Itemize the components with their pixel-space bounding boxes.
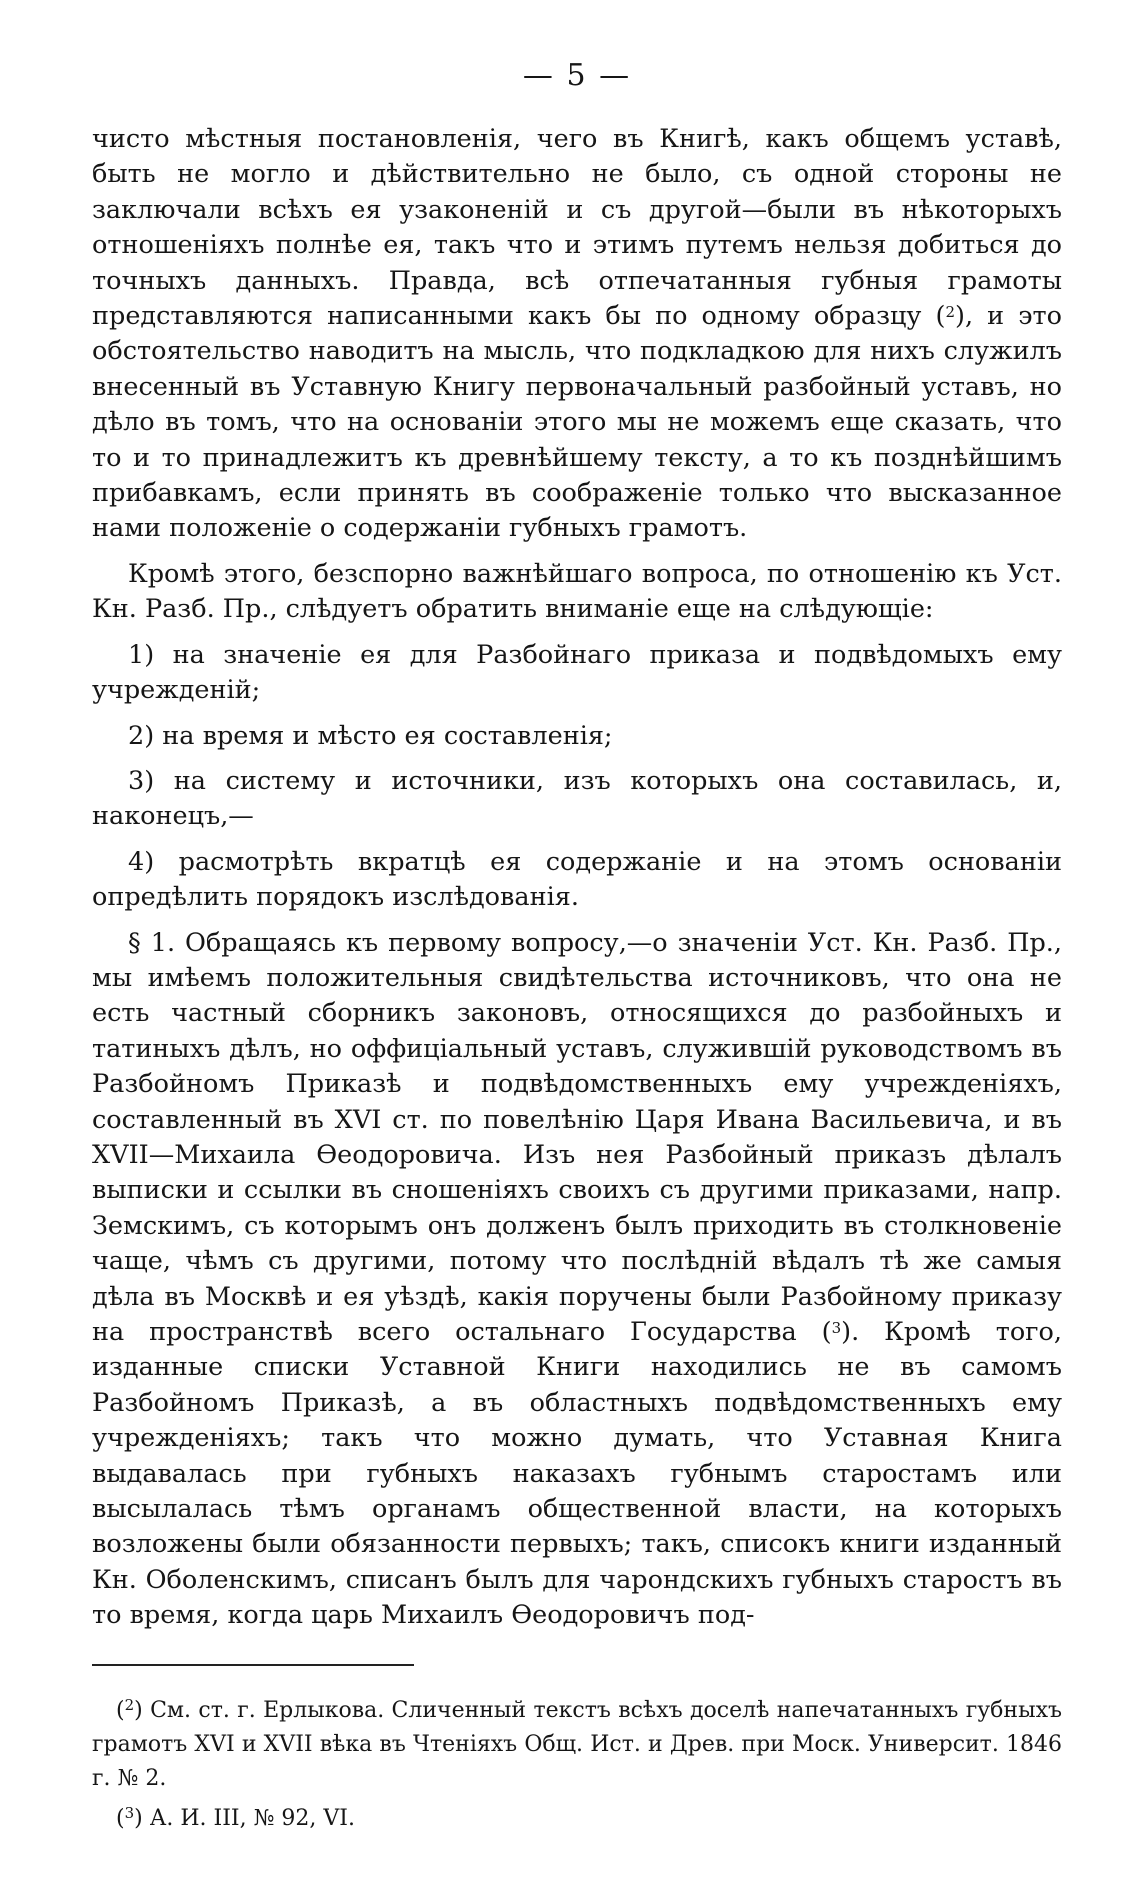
footnote-marker: 2 <box>124 1695 135 1714</box>
footnotes <box>92 1694 1062 1836</box>
paragraph-1: чисто мѣстныя постановленія, чего въ Книгѣ, какъ общемъ уставѣ, быть не могло и дѣйствительно не было, съ одной стороны не заключали всѣхъ ея узаконеній и съ другой—были въ нѣкоторыхъ отношеніяхъ полнѣе ея, такъ что и этимъ путемъ нельзя добиться до точныхъ данныхъ. Правда, всѣ отпечатанныя губныя грамоты представляются написанными какъ бы по одному образцу ($^2$), и это обстоятельство наводитъ на мысль, что подкладкою для нихъ служилъ внесенный въ Уставную Книгу первоначальный разбойный уставъ, но дѣло въ томъ, что на основаніи этого мы не можемъ еще сказать, что то и то принадлежитъ къ древнѣйшему тексту, а то къ позднѣйшимъ прибавкамъ, если принять въ соображеніе только что высказанное нами положеніе о содержаніи губныхъ грамотъ. <box>92 124 1062 544</box>
paragraph-2: Кромѣ этого, безспорно важнѣйшаго вопроса, по отношенію къ Уст. Кн. Разб. Пр., слѣдуетъ обратить вниманіе еще на слѣдующіе: <box>92 558 1062 625</box>
footnote-marker: 3 <box>124 1803 135 1822</box>
footnote-ref-3[interactable]: 3 <box>831 1319 842 1337</box>
body-text <box>92 122 1062 1634</box>
footnote-2: ($^2$) См. ст. г. Ерлыкова. Сличенный текстъ всѣхъ доселѣ напечатанныхъ губныхъ грамотъ XVI и XVII вѣка въ Чтеніяхъ Общ. Ист. и Древ. при Моск. Университ. 1846 г. № 2. <box>92 1695 1062 1791</box>
document-page <box>92 56 1062 1836</box>
list-item-4: 4) расмотрѣть вкратцѣ ея содержаніе и на этомъ основаніи опредѣлить порядокъ изслѣдованія. <box>92 846 1062 913</box>
list-item-2: 2) на время и мѣсто ея составленія; <box>128 720 613 751</box>
footnote-ref-2[interactable]: 2 <box>945 303 956 322</box>
list-item-1: 1) на значеніе ея для Разбойнаго приказа и подвѣдомыхъ ему учрежденій; <box>92 639 1062 706</box>
list-item-3: 3) на систему и источники, изъ которыхъ она составилась, и, наконецъ,— <box>92 765 1062 832</box>
section-1-paragraph: § 1. Обращаясь къ первому вопросу,—о значеніи Уст. Кн. Разб. Пр., мы имѣемъ положительныя свидѣтельства источниковъ, что она не есть частный сборникъ законовъ, относящихся до разбойныхъ и татиныхъ дѣлъ, но оффиціальный уставъ, служившій руководствомъ въ Разбойномъ Приказѣ и подвѣдомственныхъ ему учрежденіяхъ, составленный въ XVI ст. по повелѣнію Царя Ивана Васильевича, и въ XVII—Михаила Ѳеодоровича. Изъ нея Разбойный приказъ дѣлалъ выписки и ссылки въ сношеніяхъ своихъ съ другими приказами, напр. Земскимъ, съ которымъ онъ долженъ былъ приходить въ столкновеніе чаще, чѣмъ съ другими, потому что послѣдній вѣдалъ тѣ же самыя дѣла въ Москвѣ и ея уѣздѣ, какія поручены были Разбойному приказу на пространствѣ всего остальнаго Государства ($^3$). Кромѣ того, изданные списки Уставной Книги находились не въ самомъ Разбойномъ Приказѣ, а въ областныхъ подвѣдомственныхъ ему учрежденіяхъ; такъ что можно думать, что Уставная Книга выдавалась при губныхъ наказахъ губнымъ старостамъ или высылалась тѣмъ органамъ общественной власти, на которыхъ возложены были обязанности первыхъ; такъ, списокъ книги изданный Кн. Оболенскимъ, списанъ былъ для чарондскихъ губныхъ старостъ въ то время, когда царь Михаилъ Ѳеодоровичъ под- <box>92 927 1062 1631</box>
page-number: — 5 — <box>522 58 632 93</box>
footnote-divider <box>92 1664 414 1666</box>
footnote-3: ($^3$) А. И. III, № 92, VI. <box>116 1803 355 1831</box>
